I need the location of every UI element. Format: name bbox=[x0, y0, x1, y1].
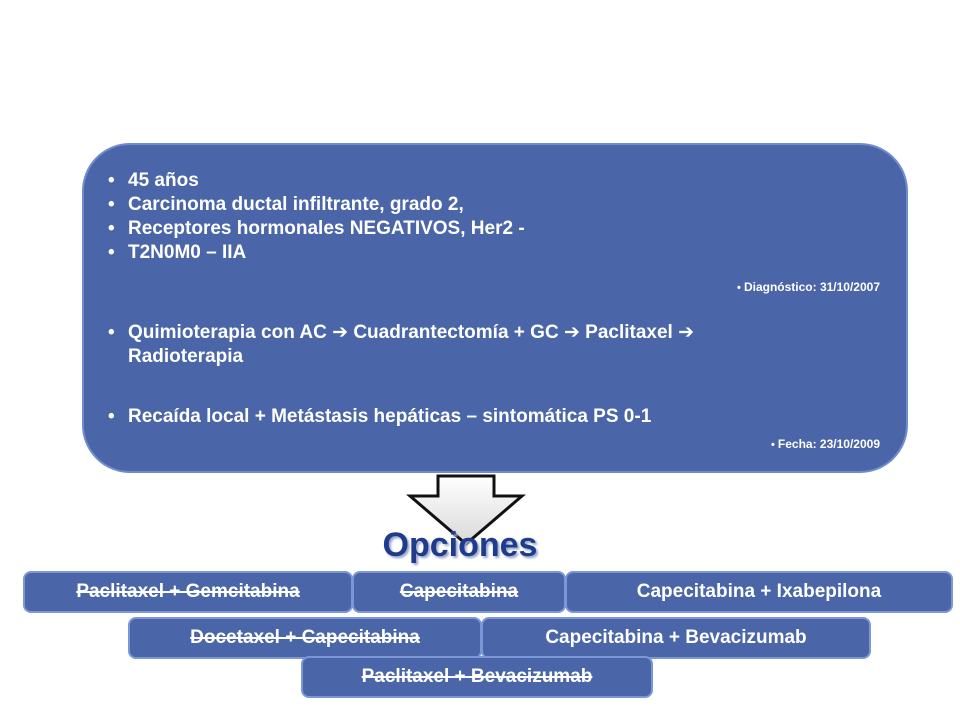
case-item-treatment bbox=[106, 321, 866, 369]
options-title: Opciones bbox=[382, 526, 538, 564]
diagnosis-date-note: • Diagnóstico: 31/10/2007 bbox=[737, 280, 880, 294]
treatment-step-2: Cuadrantectomía + GC bbox=[353, 322, 559, 343]
case-item-age: • 45 años bbox=[106, 169, 886, 193]
case-item-histology: • Carcinoma ductal infiltrante, grado 2, bbox=[106, 193, 886, 217]
right-arrow-icon: ➔ bbox=[563, 322, 586, 343]
relapse-list bbox=[106, 405, 886, 429]
option-paclitaxel-bevacizumab[interactable]: Paclitaxel + Bevacizumab bbox=[301, 656, 653, 698]
option-capecitabina-bevacizumab[interactable]: Capecitabina + Bevacizumab bbox=[481, 617, 871, 659]
option-capecitabina[interactable]: Capecitabina bbox=[352, 571, 566, 613]
treatment-step-1: Quimioterapia con AC bbox=[128, 322, 327, 343]
right-arrow-icon: ➔ bbox=[678, 322, 695, 343]
treatment-list bbox=[106, 321, 866, 369]
treatment-step-4: Radioterapia bbox=[128, 346, 244, 367]
case-summary-box bbox=[82, 143, 908, 473]
case-details-list bbox=[106, 169, 886, 265]
option-capecitabina-ixabepilona[interactable]: Capecitabina + Ixabepilona bbox=[565, 571, 953, 613]
case-item-relapse: • Recaída local + Metástasis hepáticas – sintomática PS 0-1 bbox=[106, 405, 886, 429]
right-arrow-icon: ➔ bbox=[332, 322, 354, 343]
case-item-receptors: • Receptores hormonales NEGATIVOS, Her2 - bbox=[106, 217, 886, 241]
case-item-stage: • T2N0M0 – IIA bbox=[106, 241, 886, 265]
treatment-step-3: Paclitaxel bbox=[585, 322, 673, 343]
option-paclitaxel-gemcitabina[interactable]: Paclitaxel + Gemcitabina bbox=[23, 571, 353, 613]
relapse-date-note: • Fecha: 23/10/2009 bbox=[771, 437, 880, 451]
option-docetaxel-capecitabina[interactable]: Docetaxel + Capecitabina bbox=[128, 617, 482, 659]
